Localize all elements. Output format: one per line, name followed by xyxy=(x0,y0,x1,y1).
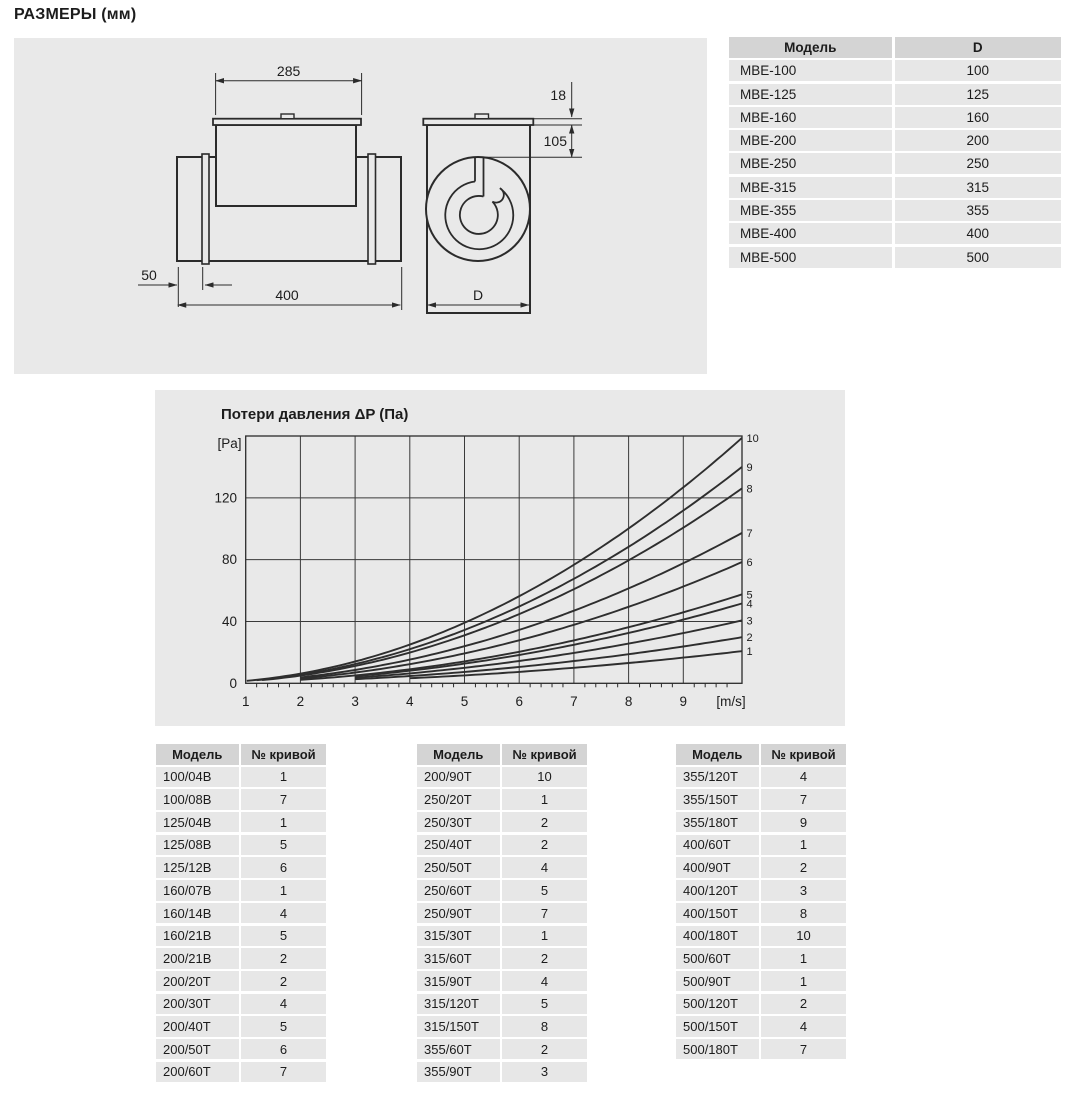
table-cell: 125/12B xyxy=(156,857,239,877)
y-tick-label-0: 0 xyxy=(229,675,237,691)
curve-labels xyxy=(747,433,759,658)
table-row xyxy=(156,767,326,787)
curve-table-3 xyxy=(676,744,846,1062)
box-lid xyxy=(213,119,361,125)
table-cell: 160 xyxy=(895,107,1062,128)
table-cell: 400/120T xyxy=(676,880,759,900)
table-cell: 355/150T xyxy=(676,789,759,809)
table-row xyxy=(417,789,587,809)
table-cell: 315/90T xyxy=(417,971,500,991)
table-cell: 1 xyxy=(502,789,587,809)
table-cell: 355/180T xyxy=(676,812,759,832)
table-row xyxy=(417,994,587,1014)
table-cell: 5 xyxy=(241,835,326,855)
table-row xyxy=(417,926,587,946)
table-row xyxy=(676,903,846,923)
page-title: РАЗМЕРЫ (мм) xyxy=(14,6,137,23)
table-row xyxy=(417,767,587,787)
table-cell: 2 xyxy=(761,994,846,1014)
table-row xyxy=(729,200,1061,221)
table-row xyxy=(156,903,326,923)
table-row xyxy=(156,1016,326,1036)
table-cell: 400/150T xyxy=(676,903,759,923)
table-cell: 1 xyxy=(241,767,326,787)
header-cell: № кривой xyxy=(761,744,846,765)
table-cell: 200/40T xyxy=(156,1016,239,1036)
table-cell: 7 xyxy=(761,789,846,809)
technical-drawing xyxy=(14,38,707,374)
table-cell: 500/180T xyxy=(676,1039,759,1059)
x-tick-label-7: 7 xyxy=(570,694,578,709)
table-cell: 4 xyxy=(761,767,846,787)
header-cell: Модель xyxy=(417,744,500,765)
dim-285 xyxy=(216,73,362,115)
table-cell: 400/60T xyxy=(676,835,759,855)
dim-400-label: 400 xyxy=(275,287,299,303)
table-row xyxy=(676,880,846,900)
table-row xyxy=(156,1039,326,1059)
table-row xyxy=(417,903,587,923)
table-cell: 200/20T xyxy=(156,971,239,991)
table-cell: 500/90T xyxy=(676,971,759,991)
pressure-loss-chart xyxy=(155,390,845,726)
table-cell: 100 xyxy=(895,60,1062,81)
dim-D-label: D xyxy=(472,287,484,303)
table-cell: 500 xyxy=(895,247,1062,268)
table-cell: МВЕ-315 xyxy=(729,177,892,198)
table-cell: 400 xyxy=(895,223,1062,244)
model-diameter-table xyxy=(729,37,1061,270)
dim-105-label: 105 xyxy=(543,133,567,149)
table-row xyxy=(156,789,326,809)
header-cell: Модель xyxy=(676,744,759,765)
table-row xyxy=(676,971,846,991)
table-row xyxy=(156,835,326,855)
table-cell: 200/90T xyxy=(417,767,500,787)
y-tick-label-120: 120 xyxy=(214,490,237,506)
table-cell: 6 xyxy=(241,857,326,877)
table-cell: 250/30T xyxy=(417,812,500,832)
table-cell: 7 xyxy=(241,789,326,809)
table-row xyxy=(676,994,846,1014)
table-header-row xyxy=(417,744,587,765)
table-row xyxy=(417,948,587,968)
curve-label-2: 2 xyxy=(746,632,753,645)
table-row xyxy=(156,994,326,1014)
header-cell: Модель xyxy=(156,744,239,765)
table-cell: 2 xyxy=(761,857,846,877)
x-tick-label-4: 4 xyxy=(406,694,414,709)
table-cell: 315/30T xyxy=(417,926,500,946)
header-cell: № кривой xyxy=(241,744,326,765)
table-cell: 7 xyxy=(761,1039,846,1059)
curve-label-6: 6 xyxy=(746,557,753,570)
table-cell: 500/60T xyxy=(676,948,759,968)
front-view xyxy=(138,63,402,310)
y-tick-label-80: 80 xyxy=(221,552,237,568)
table-cell: 4 xyxy=(502,857,587,877)
dim-285-label: 285 xyxy=(276,63,301,79)
table-cell: 250/90T xyxy=(417,903,500,923)
table-cell: МВЕ-160 xyxy=(729,107,892,128)
table-cell: 160/21B xyxy=(156,926,239,946)
table-cell: МВЕ-500 xyxy=(729,247,892,268)
table-row xyxy=(156,857,326,877)
table-cell: 1 xyxy=(761,835,846,855)
table-cell: МВЕ-355 xyxy=(729,200,892,221)
side-view xyxy=(423,82,582,313)
table-header-row xyxy=(156,744,326,765)
curve-label-1: 1 xyxy=(746,646,753,659)
table-cell: 2 xyxy=(502,1039,587,1059)
table-cell: 125/08B xyxy=(156,835,239,855)
table-cell: 250/60T xyxy=(417,880,500,900)
table-row xyxy=(729,223,1061,244)
table-cell: 125 xyxy=(895,84,1062,105)
table-cell: 6 xyxy=(241,1039,326,1059)
table-cell: 1 xyxy=(761,971,846,991)
curve-label-10: 10 xyxy=(746,433,759,446)
table-cell: 400/90T xyxy=(676,857,759,877)
y-tick-label-40: 40 xyxy=(221,613,237,629)
table-cell: 160/14B xyxy=(156,903,239,923)
table-row xyxy=(676,857,846,877)
table-header-row xyxy=(676,744,846,765)
x-tick-label-8: 8 xyxy=(624,694,633,709)
dim-50-label: 50 xyxy=(141,267,157,283)
table-row xyxy=(156,812,326,832)
table-cell: 7 xyxy=(241,1062,326,1082)
table-cell: МВЕ-200 xyxy=(729,130,892,151)
header-cell: D xyxy=(895,37,1062,58)
table-cell: 2 xyxy=(502,812,587,832)
table-row xyxy=(156,880,326,900)
table-cell: МВЕ-100 xyxy=(729,60,892,81)
table-cell: 2 xyxy=(502,835,587,855)
table-row xyxy=(729,177,1061,198)
table-cell: 315/60T xyxy=(417,948,500,968)
table-cell: 250/20T xyxy=(417,789,500,809)
table-row xyxy=(676,767,846,787)
table-cell: 1 xyxy=(761,948,846,968)
table-row xyxy=(156,971,326,991)
table-row xyxy=(676,835,846,855)
table-cell: 160/07B xyxy=(156,880,239,900)
table-cell: 315/150T xyxy=(417,1016,500,1036)
table-cell: 200 xyxy=(895,130,1062,151)
curve-table-2 xyxy=(417,744,587,1084)
table-row xyxy=(417,971,587,991)
table-row xyxy=(676,789,846,809)
duct-opening-circle xyxy=(426,157,530,261)
table-row xyxy=(417,857,587,877)
table-cell: МВЕ-400 xyxy=(729,223,892,244)
table-cell: 9 xyxy=(761,812,846,832)
table-row xyxy=(417,1062,587,1082)
dim-18-label: 18 xyxy=(550,87,566,103)
table-cell: 125/04B xyxy=(156,812,239,832)
x-tick-label-9: 9 xyxy=(679,694,688,709)
table-row xyxy=(156,948,326,968)
table-cell: 3 xyxy=(761,880,846,900)
table-row xyxy=(417,812,587,832)
table-row xyxy=(676,1016,846,1036)
x-tick-label-6: 6 xyxy=(515,694,523,709)
table-cell: 1 xyxy=(502,926,587,946)
table-row xyxy=(417,880,587,900)
table-row xyxy=(417,1016,587,1036)
x-tick-label-2: 2 xyxy=(296,694,305,709)
table-cell: 8 xyxy=(502,1016,587,1036)
curve-8 xyxy=(262,489,742,681)
chart-title: Потери давления ΔP (Па) xyxy=(221,406,409,423)
table-cell: 5 xyxy=(502,994,587,1014)
table-cell: 5 xyxy=(241,926,326,946)
table-row xyxy=(729,60,1061,81)
side-lid xyxy=(423,119,533,125)
flange-right xyxy=(368,154,376,264)
x-tick-label-3: 3 xyxy=(351,694,359,709)
table-cell: 250 xyxy=(895,153,1062,174)
table-header-row xyxy=(729,37,1061,58)
table-row xyxy=(676,1039,846,1059)
table-row xyxy=(676,926,846,946)
x-tick-label-1: 1 xyxy=(241,694,250,709)
table-cell: 400/180T xyxy=(676,926,759,946)
dimensions-drawing-panel xyxy=(14,38,707,374)
table-row xyxy=(676,812,846,832)
table-cell: 7 xyxy=(502,903,587,923)
table-cell: 4 xyxy=(241,903,326,923)
table-cell: 500/120T xyxy=(676,994,759,1014)
table-cell: 1 xyxy=(241,812,326,832)
table-cell: 315/120T xyxy=(417,994,500,1014)
table-cell: 2 xyxy=(502,948,587,968)
table-cell: 1 xyxy=(241,880,326,900)
header-cell: № кривой xyxy=(502,744,587,765)
curve-label-4: 4 xyxy=(746,598,753,611)
table-cell: 4 xyxy=(502,971,587,991)
dim-18 xyxy=(503,82,582,119)
table-cell: 250/40T xyxy=(417,835,500,855)
table-cell: 5 xyxy=(502,880,587,900)
curve-label-9: 9 xyxy=(746,462,753,475)
curve-label-5: 5 xyxy=(746,589,753,602)
table-row xyxy=(729,153,1061,174)
table-cell: 100/04B xyxy=(156,767,239,787)
table-cell: 355/120T xyxy=(676,767,759,787)
table-row xyxy=(729,247,1061,268)
side-lid-handle xyxy=(475,114,489,119)
pressure-loss-chart-panel xyxy=(155,390,845,726)
table-cell: 250/50T xyxy=(417,857,500,877)
table-cell: 10 xyxy=(502,767,587,787)
header-cell: Модель xyxy=(729,37,892,58)
table-row xyxy=(729,130,1061,151)
curve-label-3: 3 xyxy=(746,615,753,628)
table-cell: 3 xyxy=(502,1062,587,1082)
table-cell: 500/150T xyxy=(676,1016,759,1036)
table-cell: 315 xyxy=(895,177,1062,198)
table-cell: МВЕ-250 xyxy=(729,153,892,174)
x-tick-label-5: 5 xyxy=(460,694,469,709)
table-row xyxy=(156,1062,326,1082)
x-axis-unit-label: [m/s] xyxy=(716,694,746,709)
table-cell: 100/08B xyxy=(156,789,239,809)
table-cell: 2 xyxy=(241,948,326,968)
table-cell: 200/60T xyxy=(156,1062,239,1082)
table-cell: 2 xyxy=(241,971,326,991)
table-row xyxy=(417,835,587,855)
table-cell: МВЕ-125 xyxy=(729,84,892,105)
table-cell: 4 xyxy=(241,994,326,1014)
table-cell: 355 xyxy=(895,200,1062,221)
table-row xyxy=(417,1039,587,1059)
table-row xyxy=(729,107,1061,128)
table-cell: 355/90T xyxy=(417,1062,500,1082)
table-cell: 355/60T xyxy=(417,1039,500,1059)
curve-label-7: 7 xyxy=(746,527,753,540)
table-row xyxy=(676,948,846,968)
table-cell: 5 xyxy=(241,1016,326,1036)
table-row xyxy=(729,84,1061,105)
table-row xyxy=(156,926,326,946)
y-axis-unit-label: [Pa] xyxy=(217,436,242,451)
table-cell: 200/50T xyxy=(156,1039,239,1059)
table-cell: 200/30T xyxy=(156,994,239,1014)
table-cell: 200/21B xyxy=(156,948,239,968)
terminal-box xyxy=(216,125,356,206)
curve-label-8: 8 xyxy=(746,483,753,496)
lid-handle xyxy=(281,114,294,119)
table-cell: 10 xyxy=(761,926,846,946)
table-cell: 4 xyxy=(761,1016,846,1036)
flange-left xyxy=(202,154,209,264)
table-cell: 8 xyxy=(761,903,846,923)
curve-table-1 xyxy=(156,744,326,1084)
